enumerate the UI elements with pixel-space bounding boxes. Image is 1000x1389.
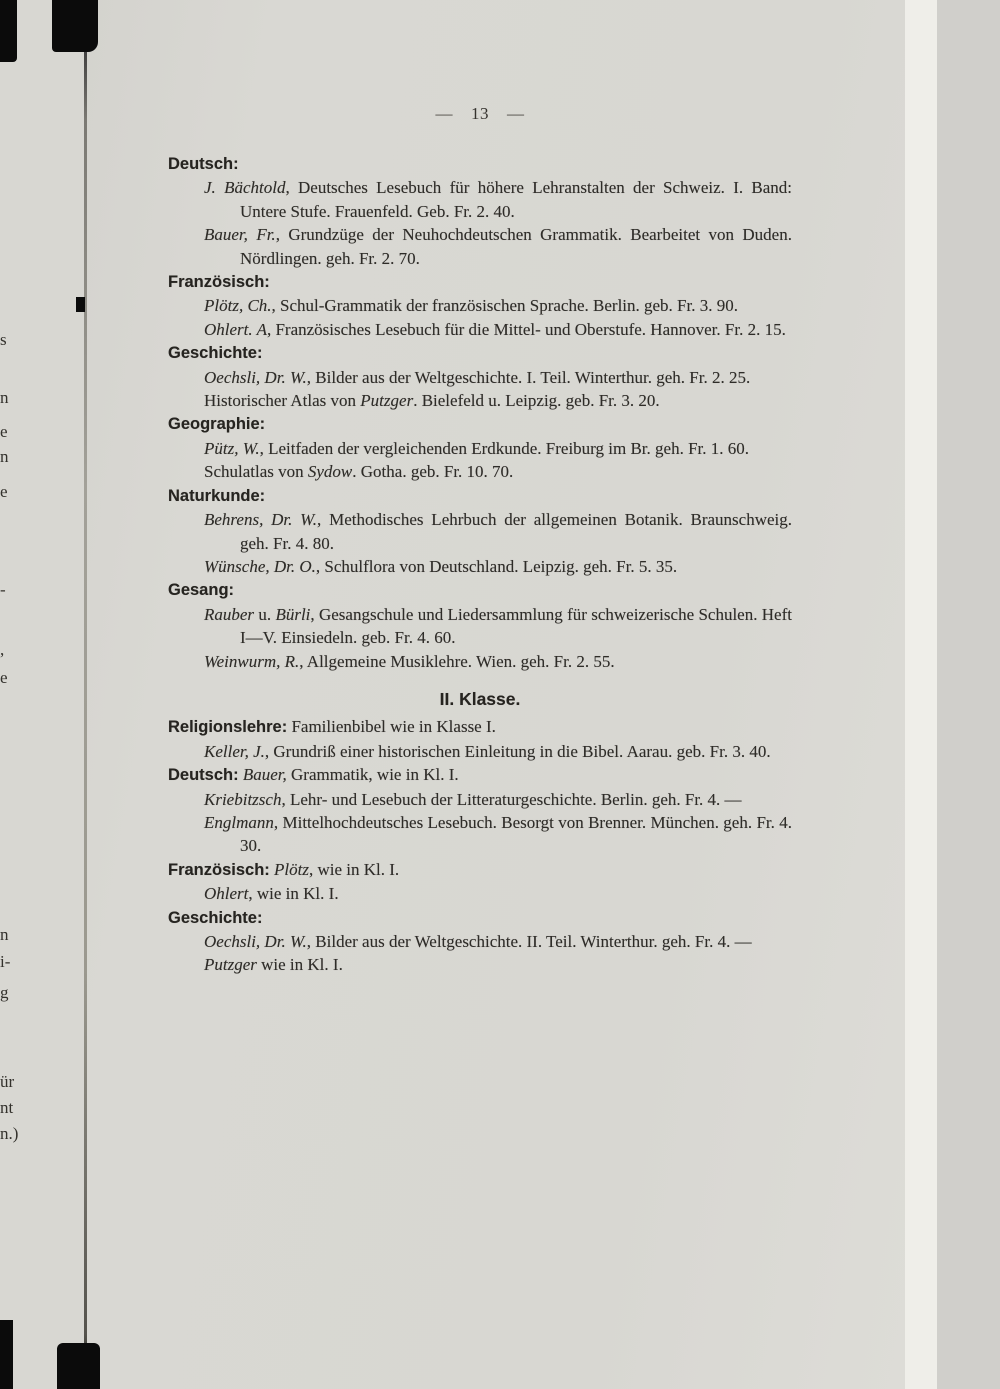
section-heading: Geschichte: [168, 344, 263, 363]
section-heading-line [168, 906, 792, 930]
clipped-text-fragment: n.) [0, 1124, 19, 1143]
section-heading: Französisch: [168, 860, 270, 879]
entry-text: , Methodisches Lehrbuch der allgemeinen Botanik. Braunschweig. geh. Fr. 4. 80. [240, 510, 792, 553]
clipped-text-fragment: e [0, 482, 8, 501]
clipped-text-fragment: - [0, 580, 6, 599]
section-französisch [168, 270, 792, 341]
section-deutsch [168, 763, 792, 858]
clipped-text-fragment: s [0, 330, 7, 349]
entry-text: Schulatlas von [204, 462, 308, 482]
section-heading: Geographie: [168, 415, 266, 434]
italic-name: Bauer, Fr. [204, 225, 276, 245]
scan-artifact-top-edge [0, 0, 17, 62]
entry-text: , Bilder aus der Weltgeschichte. I. Teil. Winterthur. geh. Fr. 2. 25. [306, 367, 751, 387]
italic-name: Ohlert [204, 884, 249, 904]
header-left-dash: — [435, 104, 453, 123]
section-heading: Naturkunde: [168, 486, 266, 505]
italic-name: Sydow [307, 462, 353, 482]
book-entry [168, 788, 792, 811]
entry-text: wie in Kl. I. [256, 955, 343, 975]
italic-name: Wünsche, Dr. O. [204, 556, 316, 576]
scan-artifact-bottom-edge [0, 1320, 13, 1389]
entry-text: , Deutsches Lesebuch für höhere Lehranstalten der Schweiz. I. Band: Untere Stufe. Frauenfeld. Geb. Fr. 2. 40. [240, 178, 793, 221]
entry-text: . Gotha. geb. Fr. 10. 70. [352, 462, 514, 482]
entry-text: , Lehr- und Lesebuch der Litteraturgeschichte. Berlin. geh. Fr. 4. — [281, 789, 742, 809]
clipped-text-fragment: e [0, 668, 8, 687]
entry-text: Grammatik, wie in Kl. I. [286, 765, 459, 785]
italic-name: Behrens, Dr. W. [204, 510, 318, 530]
clipped-text-fragment: i- [0, 952, 11, 971]
book-entry [168, 389, 792, 412]
section-religionslehre [168, 715, 792, 763]
entry-text: Familienbibel wie in Klasse I. [287, 717, 496, 737]
book-entry [168, 437, 792, 460]
section-deutsch [168, 152, 792, 270]
entry-text: , wie in Kl. I. [248, 884, 339, 904]
clipped-text-fragment: n [0, 925, 9, 944]
book-entry [168, 882, 792, 905]
book-entry [168, 811, 792, 858]
entry-text: , Mittelhochdeutsches Lesebuch. Besorgt von Brenner. München. geh. Fr. 4. 30. [240, 812, 792, 856]
entry-text: , Schulflora von Deutschland. Leipzig. geh. Fr. 5. 35. [315, 556, 678, 576]
entry-text: , Allgemeine Musiklehre. Wien. geh. Fr. 2. 55. [299, 651, 615, 671]
clipped-text-fragment: ür [0, 1072, 15, 1091]
page-content [168, 152, 792, 977]
scan-artifact-bottom-blob [57, 1343, 100, 1389]
italic-name: Oechsli, Dr. W. [204, 367, 307, 387]
entry-text: u. [254, 604, 276, 624]
section-heading: Religionslehre: [168, 718, 288, 737]
section-gesang [168, 578, 792, 673]
italic-name: J. Bächtold [204, 178, 286, 198]
section-geschichte [168, 906, 792, 977]
adjacent-page-sliver [0, 0, 84, 1389]
book-entry [168, 294, 792, 317]
italic-name: Plötz [274, 859, 309, 879]
scan-artifact-top-blob [52, 0, 98, 52]
entry-text: , wie in Kl. I. [308, 859, 400, 879]
entry-text: , Französisches Lesebuch für die Mittel- und Oberstufe. Hannover. Fr. 2. 15. [266, 319, 786, 339]
section-heading-line [168, 858, 792, 882]
italic-name: Kriebitzsch [204, 789, 282, 809]
scan-background [937, 0, 1000, 1389]
italic-name: Pütz, W. [204, 438, 260, 458]
italic-name: Oechsli, Dr. W. [204, 932, 307, 951]
entry-text: , Leitfaden der vergleichenden Erdkunde. Freiburg im Br. geh. Fr. 1. 60. [259, 438, 750, 458]
section-heading-line [168, 341, 792, 365]
entry-text: , Grundriß einer historischen Einleitung in die Bibel. Aarau. geb. Fr. 3. 40. [264, 741, 771, 761]
book-entry [168, 603, 792, 650]
entry-text: , Bilder aus der Weltgeschichte. II. Teil. Winterthur. geh. Fr. 4. — [306, 932, 752, 951]
book-entry [168, 740, 792, 763]
italic-name: Weinwurm, R. [204, 651, 300, 671]
italic-name: Ohlert. A [204, 319, 267, 339]
entry-text: , Gesangschule und Liedersammlung für schweizerische Schulen. Heft I—V. Einsiedeln. geb. Fr. 4. 60. [240, 604, 792, 648]
clipped-text-fragment: nt [0, 1098, 14, 1117]
book-entry [168, 930, 792, 953]
clipped-text-fragment: e [0, 422, 8, 441]
book-entry [168, 555, 792, 578]
entry-text: , Grundzüge der Neuhochdeutschen Grammatik. Bearbeitet von Duden. Nördlingen. geh. Fr. 2. 70. [240, 225, 792, 268]
book-entry [168, 508, 792, 555]
clipped-text-fragment: n [0, 388, 9, 407]
clipped-text-fragment: , [0, 640, 5, 659]
section-heading: Deutsch: [168, 155, 239, 173]
book-entry [168, 223, 792, 270]
section-französisch [168, 858, 792, 906]
section-heading-line [168, 270, 792, 294]
italic-name: Rauber [204, 604, 255, 624]
clipped-text-fragment: n [0, 447, 9, 466]
book-entry [168, 176, 792, 223]
section-heading-line [168, 412, 792, 436]
page-header [168, 104, 792, 124]
header-right-dash: — [507, 104, 525, 123]
section-heading: Gesang: [168, 581, 235, 600]
page-edge-highlight [905, 0, 937, 1389]
book-entry [168, 366, 792, 389]
section-heading: Geschichte: [168, 908, 263, 927]
section-geographie [168, 412, 792, 483]
book-entry [168, 650, 792, 673]
scan-artifact-mid-edge [76, 297, 85, 312]
section-geschichte [168, 341, 792, 412]
section-heading-line [168, 763, 792, 787]
book-entry [168, 460, 792, 483]
italic-name: Plötz, Ch. [204, 296, 272, 316]
book-entry [168, 953, 792, 976]
book-entry [168, 318, 792, 341]
italic-name: Bürli [275, 604, 311, 624]
entry-text: . Bielefeld u. Leipzig. geb. Fr. 3. 20. [413, 391, 660, 411]
section-heading-line [168, 484, 792, 508]
section-heading-line [168, 578, 792, 602]
entry-text: , Schul-Grammatik der französischen Sprache. Berlin. geb. Fr. 3. 90. [271, 296, 738, 316]
clipped-text-fragment: g [0, 983, 9, 1002]
entry-text: Historischer Atlas von [204, 391, 361, 411]
class-heading: II. Klasse. [439, 688, 521, 709]
section-naturkunde [168, 484, 792, 579]
italic-name: Putzger [360, 391, 414, 411]
italic-name: Keller, J. [204, 741, 265, 761]
section-heading: Deutsch: [168, 766, 239, 785]
section-heading: Französisch: [168, 273, 270, 292]
page-number: 13 [471, 104, 489, 123]
section-heading-line [168, 152, 792, 176]
section-heading-line [168, 715, 792, 739]
italic-name: Englmann [204, 812, 274, 832]
italic-name: Bauer, [242, 765, 287, 785]
italic-name: Putzger [204, 955, 257, 975]
